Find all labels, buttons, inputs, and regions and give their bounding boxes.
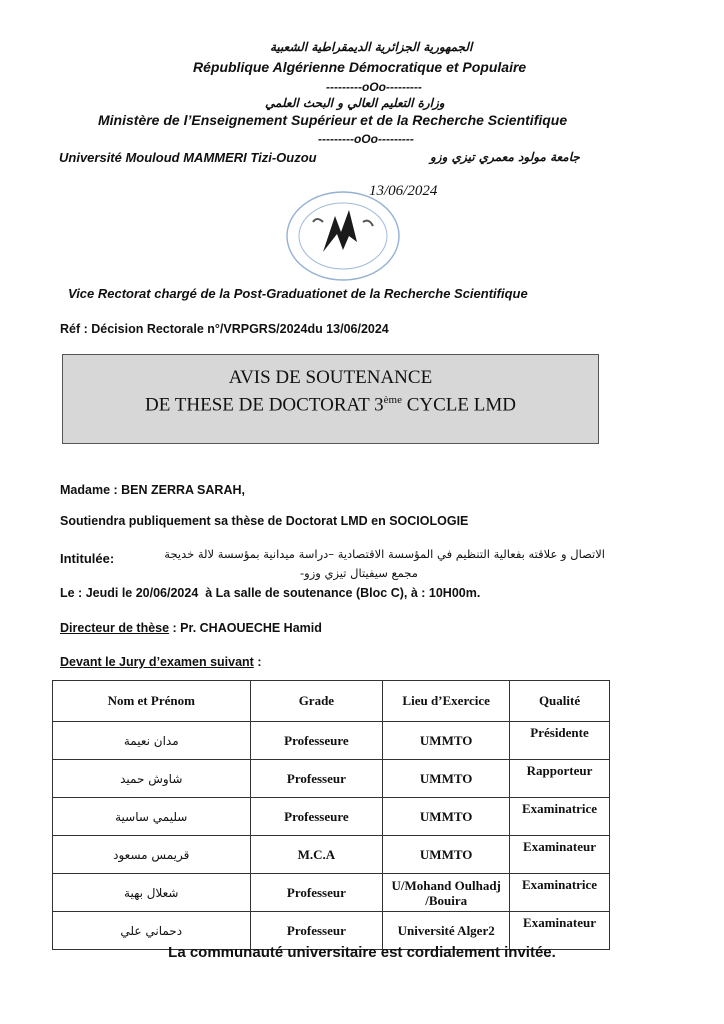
table-row xyxy=(53,760,610,798)
table-row xyxy=(53,874,610,912)
cell-grade: Professeure xyxy=(250,722,383,760)
madame: Madame : BEN ZERRA SARAH, xyxy=(60,483,245,497)
cell-nom: سليمي ساسية xyxy=(53,798,251,836)
header-lieu: Lieu d’Exercice xyxy=(383,681,510,722)
header-ar-ministry: وزارة التعليم العالي و البحث العلمي xyxy=(265,96,445,110)
cell-lieu: UMMTO xyxy=(383,798,510,836)
header-ar-republic: الجمهورية الجزائرية الديمقراطية الشعبية xyxy=(270,40,473,54)
directeur-value: : Pr. CHAOUECHE Hamid xyxy=(169,621,322,635)
title-line-2-end: CYCLE LMD xyxy=(401,394,516,416)
cell-lieu: U/Mohand Oulhadj /Bouira xyxy=(383,874,510,912)
cell-grade: Professeur xyxy=(250,912,383,950)
title-line-1: AVIS DE SOUTENANCE xyxy=(228,367,433,388)
date-lieu: Le : Jeudi le 20/06/2024 à La salle de soutenance (Bloc C), à : 10H00m. xyxy=(60,586,481,600)
cell-nom: قريمس مسعود xyxy=(53,836,251,874)
cell-lieu: Université Alger2 xyxy=(383,912,510,950)
title-line-2-main: DE THESE DE DOCTORAT 3 xyxy=(145,394,384,416)
header-grade: Grade xyxy=(250,681,383,722)
jury-colon: : xyxy=(253,655,262,669)
cell-qualite: Examinateur xyxy=(510,912,610,950)
header-qualite: Qualité xyxy=(510,681,610,722)
intitulee-label: Intitulée: xyxy=(60,551,115,566)
cell-qualite: Rapporteur xyxy=(510,760,610,798)
cell-grade: Professeur xyxy=(250,874,383,912)
cell-nom: مدان نعيمة xyxy=(53,722,251,760)
jury-label: Devant le Jury d’examen suivant xyxy=(60,655,254,669)
header-date: 13/06/2024 xyxy=(369,183,438,199)
reference: Réf : Décision Rectorale n°/VRPGRS/2024du 13/06/2024 xyxy=(60,322,389,336)
directeur-label: Directeur de thèse xyxy=(60,621,170,635)
vice-rectorat: Vice Rectorat chargé de la Post-Graduationet de la Recherche Scientifique xyxy=(68,286,528,301)
cell-qualite: Présidente xyxy=(510,722,610,760)
jury-intro xyxy=(60,655,261,669)
header-fr-university: Université Mouloud MAMMERI Tizi-Ouzou xyxy=(59,150,317,165)
university-stamp-icon xyxy=(283,188,403,284)
header-separator-1: ---------oOo--------- xyxy=(326,80,422,94)
cell-grade: Professeure xyxy=(250,798,383,836)
table-row xyxy=(53,722,610,760)
directeur xyxy=(60,621,322,635)
cell-lieu: UMMTO xyxy=(383,836,510,874)
header-nom: Nom et Prénom xyxy=(53,681,251,722)
table-row xyxy=(53,836,610,874)
title-line-2-superscript: ème xyxy=(383,394,402,406)
intitulee-ar-line-1: الاتصال و علاقته بفعالية التنظيم في المؤسسة الاقتصادية –دراسة ميدانية بمؤسسة لالة خديجة xyxy=(164,547,605,561)
title-line-2 xyxy=(63,389,598,416)
cell-qualite: Examinatrice xyxy=(510,798,610,836)
cell-nom: شاوش حميد xyxy=(53,760,251,798)
header-fr-republic: République Algérienne Démocratique et Populaire xyxy=(193,59,527,75)
cell-lieu: UMMTO xyxy=(383,722,510,760)
intitulee-ar-line-2: مجمع سيفيتال تيزي وزو- xyxy=(300,566,418,580)
header-fr-ministry: Ministère de l’Enseignement Supérieur et de la Recherche Scientifique xyxy=(98,112,568,128)
header-separator-2: ---------oOo--------- xyxy=(318,132,414,146)
table-header-row xyxy=(53,681,610,722)
cell-grade: Professeur xyxy=(250,760,383,798)
cell-nom: شعلال بهية xyxy=(53,874,251,912)
cell-qualite: Examinateur xyxy=(510,836,610,874)
jury-table xyxy=(52,680,610,950)
table-row xyxy=(53,798,610,836)
cell-lieu: UMMTO xyxy=(383,760,510,798)
soutiendra: Soutiendra publiquement sa thèse de Doctorat LMD en SOCIOLOGIE xyxy=(60,514,469,528)
cell-nom: دحماني علي xyxy=(53,912,251,950)
cell-qualite: Examinatrice xyxy=(510,874,610,912)
footer-invitation: La communauté universitaire est cordialement invitée. xyxy=(168,944,556,961)
header-ar-university: جامعة مولود معمري تيزي وزو xyxy=(430,150,580,164)
cell-grade: M.C.A xyxy=(250,836,383,874)
title-box xyxy=(62,354,599,444)
